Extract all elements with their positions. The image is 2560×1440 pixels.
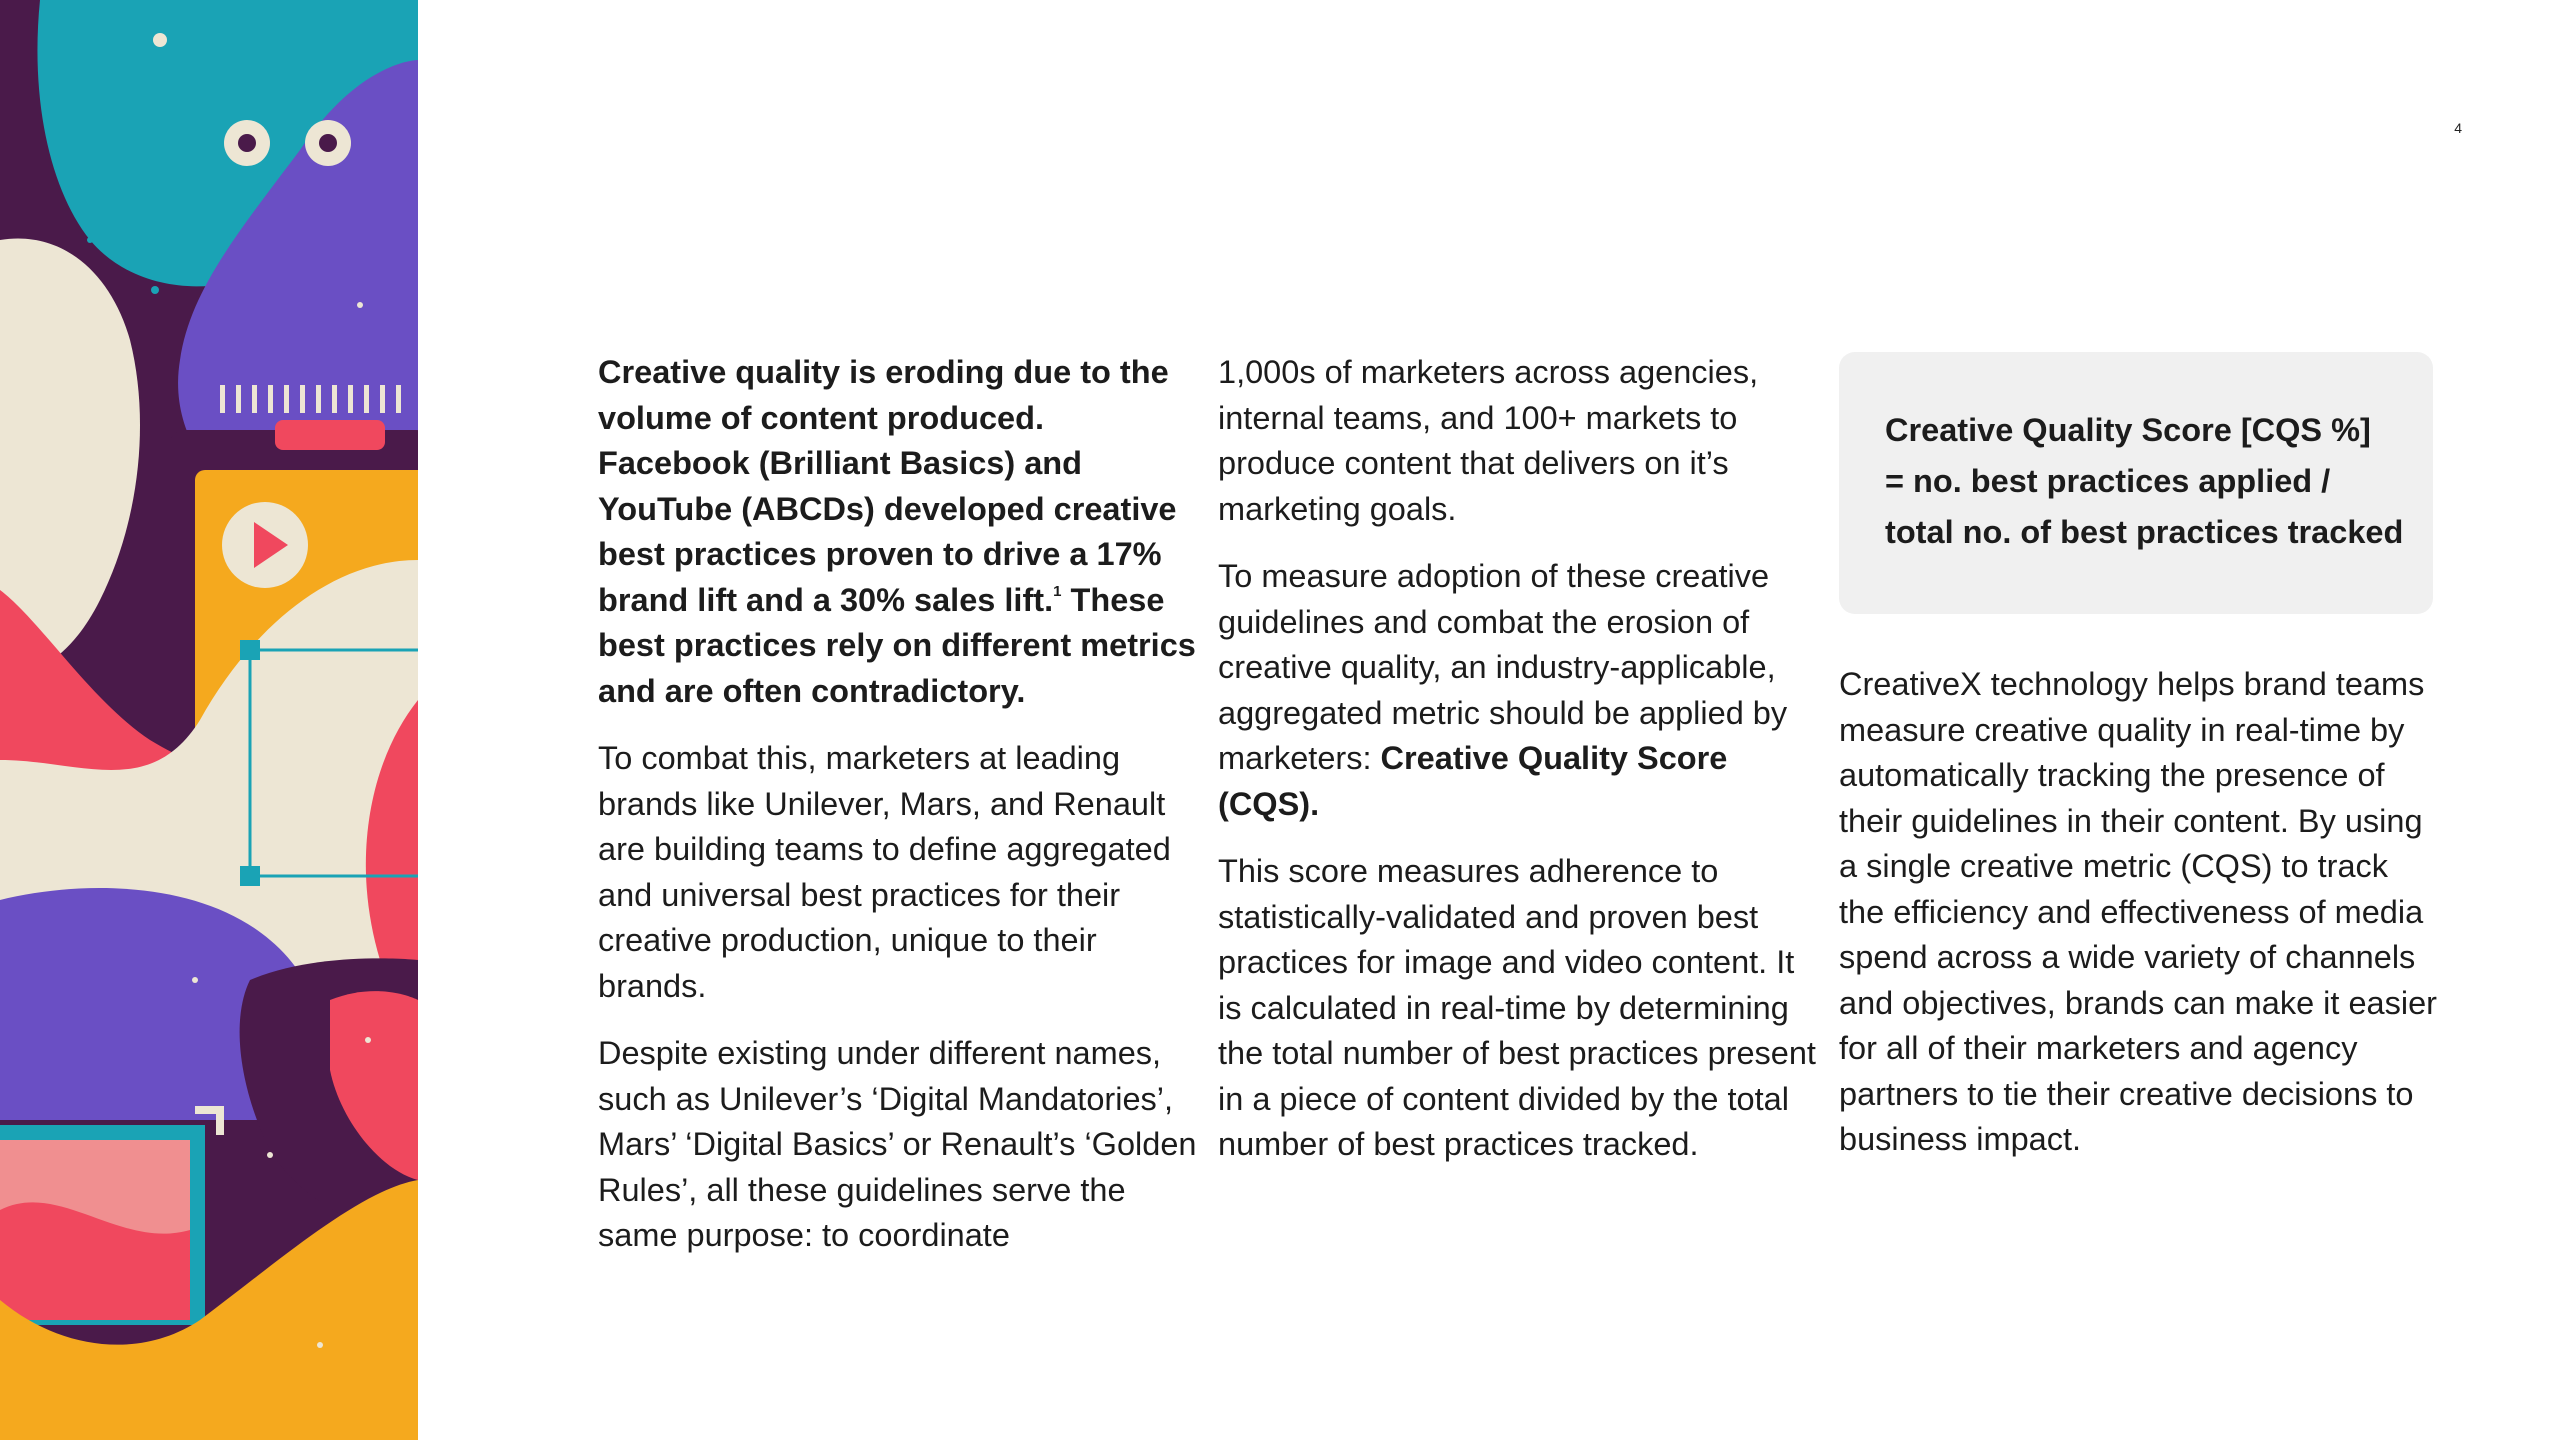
abstract-blob-artwork (0, 0, 418, 1440)
page-number: 4 (2454, 120, 2462, 136)
cqs-formula-box (1839, 352, 2433, 614)
paragraph-cqs-intro (1218, 554, 1818, 827)
paragraph: To combat this, marketers at leading brands like Unilever, Mars, and Renault are building teams to define aggregated and universal best practices for their creative production, unique to their brands. (598, 740, 1171, 1004)
text-column-2 (1218, 350, 1818, 1190)
lead-tail: These best practices rely on different metrics and are often contradictory. (598, 581, 1196, 709)
paragraph: 1,000s of marketers across agencies, internal teams, and 100+ markets to produce content that delivers on it’s marketing goals. (1218, 354, 1759, 527)
paragraph: CreativeX technology helps brand teams measure creative quality in real-time by automatically tracking the presence of their guidelines in their content. By using a single creative metric (CQS) to track the efficiency and effectiveness of media spend across a wide variety of channels and objectives, brands can make it easier for all of their marketers and agency partners to tie their creative decisions to business impact. (1839, 666, 2437, 1157)
paragraph: Despite existing under different names, such as Unilever’s ‘Digital Mandatories’, Mars’ ‘Digital Basics’ or Renault’s ‘Golden Rules’, all these guidelines serve the same purpose: to coordinate (598, 1035, 1197, 1253)
lead-text: Creative quality is eroding due to the volume of content produced. Facebook (Brilliant Basics) and YouTube (ABCDs) developed creative best practices proven to drive a 17% brand lift and a 30% sales lift. (598, 354, 1177, 618)
text-column-3 (1839, 662, 2439, 1163)
lead-paragraph (598, 350, 1198, 714)
formula-line-3: total no. of best practices tracked (1885, 514, 2404, 550)
formula-line-1: Creative Quality Score [CQS %] (1885, 412, 2371, 448)
text-column-1 (598, 350, 1198, 1281)
formula-line-2: = no. best practices applied / (1885, 463, 2331, 499)
cqs-term: Creative Quality Score (CQS). (1218, 740, 1728, 822)
decorative-illustration (0, 0, 418, 1440)
footnote-marker: 1 (1053, 582, 1062, 600)
paragraph: This score measures adherence to statistically-validated and proven best practices for image and video content. It is calculated in real-time by determining the total number of best practices present in a piece of content divided by the total number of best practices tracked. (1218, 853, 1816, 1162)
paragraph-text: To measure adoption of these creative guidelines and combat the erosion of creative quality, an industry-applicable, aggregated metric should be applied by marketers: (1218, 558, 1788, 776)
